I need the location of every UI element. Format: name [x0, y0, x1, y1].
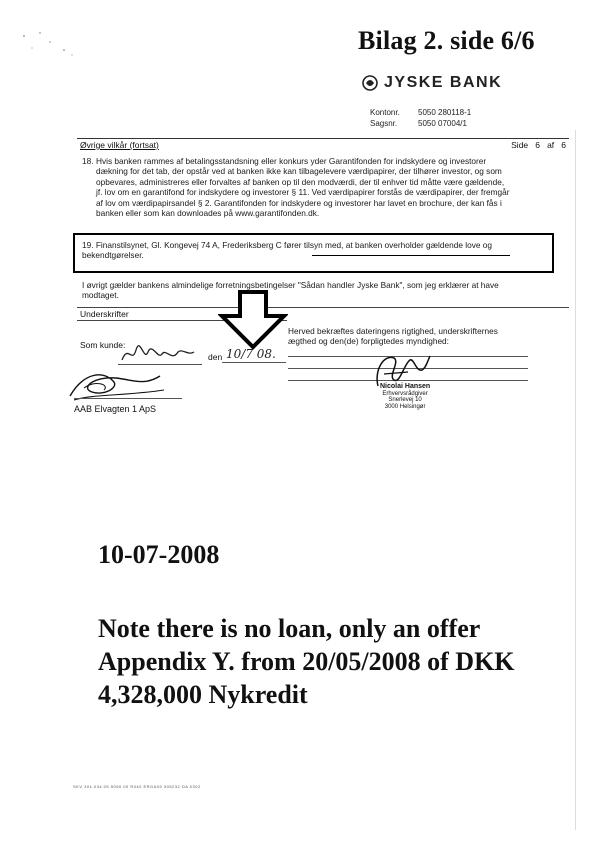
stamp-name: Nicolai Hansen — [380, 383, 431, 390]
page-of: af — [547, 140, 555, 150]
annotation-note: Note there is no loan, only an offer Appendix Y. from 20/05/2008 of DKK 4,328,000 Nykredit — [98, 614, 515, 709]
clause-19-underline — [312, 255, 510, 256]
clause-19-number: 19. — [82, 240, 94, 250]
scan-specks — [20, 30, 80, 60]
bank-stamp — [380, 384, 430, 410]
case-number-value: 5050 07004/1 — [418, 119, 467, 128]
case-number-row — [370, 118, 471, 129]
section-heading: Øvrige vilkår (fortsat) — [80, 140, 159, 150]
account-number-label: Kontonr. — [370, 108, 400, 117]
general-terms: I øvrigt gælder bankens almindelige forretningsbetingelser "Sådan handler Jyske Bank", som jeg erklærer at have modtaget. — [82, 280, 499, 301]
page-indicator — [511, 140, 566, 150]
clause-19-text: Finanstilsynet, Gl. Kongevej 74 A, Frederiksberg C fører tilsyn med, at banken overholder gældende love og bekendtgørelser. — [82, 240, 493, 261]
clause-18 — [82, 156, 512, 218]
account-number-row — [370, 107, 471, 118]
date-label: den — [208, 352, 223, 362]
customer-signature-line — [118, 364, 202, 365]
attachment-title: Bilag 2. side 6/6 — [358, 26, 535, 55]
clause-18-number: 18. — [82, 156, 94, 166]
bank-logo — [362, 74, 502, 92]
annotation-date: 10-07-2008 — [98, 540, 220, 569]
form-footer-code: SKV 301.034.05 5050 00 R040 ERGA09 305232 DA 0302 — [73, 784, 201, 789]
date-line — [222, 362, 286, 363]
confirmation-text: Herved bekræftes dateringens rigtighed, underskrifternes ægthed og den(de) forpligtedes myndighed: — [288, 326, 498, 347]
page-total: 6 — [561, 140, 566, 150]
clause-19 — [82, 240, 542, 261]
section-header — [80, 140, 566, 150]
handwritten-date: 10/7 08. — [226, 347, 276, 361]
account-info — [370, 107, 471, 129]
case-number-label: Sagsnr. — [370, 119, 398, 128]
customer-name-line — [74, 398, 182, 399]
account-number-value: 5050 280118-1 — [418, 108, 472, 117]
signatures-heading: Underskrifter — [80, 309, 129, 319]
stamp-title: Erhvervsrådgiver — [382, 390, 428, 397]
customer-signature — [64, 366, 174, 406]
customer-company-name: AAB Elvagten 1 ApS — [74, 404, 157, 414]
clause-18-text: Hvis banken rammes af betalingsstandsning eller konkurs yder Garantifonden for indskydere og investorer dækning for det tab, der opstår ved at banken ikke kan tilbagelevere værdipapirer, der tilhører investor, og som opbevares, administreres eller forvaltes af banken op til den modværdi, der til enhver tid måtte være gældende, jf. lov om en garantifond for indskydere og investorer § 11. Ved værdipapirer forstås de værdipapirer, der fremgår af lov om værdipapirsandel § 2. Garantifonden for indskydere og investorer har lavet en brochure, der kan fås i banken eller som kan downloades på www.garantifonden.dk. — [96, 156, 510, 219]
page-number: 6 — [535, 140, 540, 150]
page-label: Side — [511, 140, 529, 150]
section-divider — [77, 138, 569, 139]
bank-name: JYSKE BANK — [384, 74, 503, 91]
customer-label: Som kunde: — [80, 340, 126, 350]
stamp-city: 3000 Helsingør — [384, 403, 426, 410]
stamp-street: Snerlevej 10 — [388, 397, 422, 403]
page-margin-line — [575, 130, 576, 830]
arrow-down-icon — [218, 290, 288, 350]
jyske-bank-emblem-icon — [362, 75, 378, 91]
signatures-divider — [77, 307, 569, 308]
